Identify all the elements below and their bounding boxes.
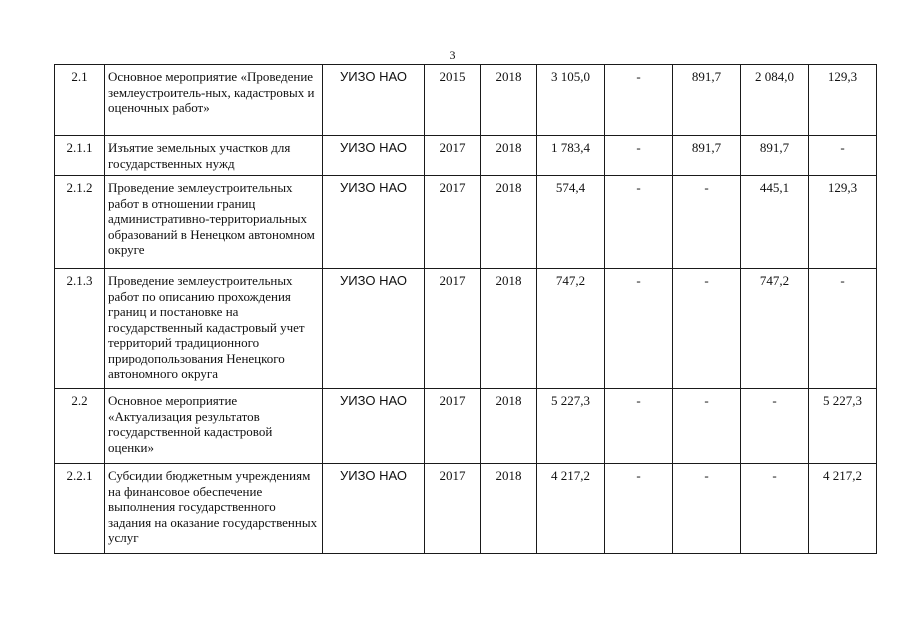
end-year: 2018 bbox=[481, 269, 537, 389]
table-row bbox=[55, 136, 877, 176]
amount-col-3: - bbox=[741, 464, 809, 554]
amount-col-2: - bbox=[673, 176, 741, 269]
amount-col-2: 891,7 bbox=[673, 136, 741, 176]
start-year: 2017 bbox=[425, 389, 481, 464]
end-year: 2018 bbox=[481, 464, 537, 554]
amount-col-1: - bbox=[605, 269, 673, 389]
start-year: 2015 bbox=[425, 65, 481, 136]
executor: УИЗО НАО bbox=[323, 176, 425, 269]
total-amount: 4 217,2 bbox=[537, 464, 605, 554]
executor: УИЗО НАО bbox=[323, 269, 425, 389]
executor: УИЗО НАО bbox=[323, 136, 425, 176]
executor: УИЗО НАО bbox=[323, 65, 425, 136]
executor: УИЗО НАО bbox=[323, 389, 425, 464]
table-row bbox=[55, 65, 877, 136]
amount-col-4: 4 217,2 bbox=[809, 464, 877, 554]
total-amount: 747,2 bbox=[537, 269, 605, 389]
total-amount: 574,4 bbox=[537, 176, 605, 269]
start-year: 2017 bbox=[425, 464, 481, 554]
amount-col-1: - bbox=[605, 65, 673, 136]
total-amount: 3 105,0 bbox=[537, 65, 605, 136]
amount-col-2: - bbox=[673, 269, 741, 389]
row-number: 2.2.1 bbox=[55, 464, 105, 554]
activity-name: Основное мероприятие «Проведение землеустроитель-ных, кадастровых и оценочных работ» bbox=[105, 65, 323, 136]
start-year: 2017 bbox=[425, 269, 481, 389]
amount-col-1: - bbox=[605, 136, 673, 176]
activity-name: Проведение землеустроительных работ в отношении границ административно-территориальных образований в Ненецком автономном округе bbox=[105, 176, 323, 269]
activity-name: Основное мероприятие «Актуализация результатов государственной кадастровой оценки» bbox=[105, 389, 323, 464]
start-year: 2017 bbox=[425, 136, 481, 176]
table-row bbox=[55, 389, 877, 464]
row-number: 2.1.3 bbox=[55, 269, 105, 389]
amount-col-2: - bbox=[673, 464, 741, 554]
amount-col-2: 891,7 bbox=[673, 65, 741, 136]
row-number: 2.1.2 bbox=[55, 176, 105, 269]
amount-col-1: - bbox=[605, 176, 673, 269]
amount-col-3: 747,2 bbox=[741, 269, 809, 389]
end-year: 2018 bbox=[481, 136, 537, 176]
amount-col-1: - bbox=[605, 389, 673, 464]
amount-col-3: 445,1 bbox=[741, 176, 809, 269]
amount-col-3: 891,7 bbox=[741, 136, 809, 176]
end-year: 2018 bbox=[481, 389, 537, 464]
amount-col-3: - bbox=[741, 389, 809, 464]
table-row bbox=[55, 176, 877, 269]
amount-col-4: - bbox=[809, 136, 877, 176]
total-amount: 1 783,4 bbox=[537, 136, 605, 176]
activity-name: Изъятие земельных участков для государственных нужд bbox=[105, 136, 323, 176]
end-year: 2018 bbox=[481, 65, 537, 136]
executor: УИЗО НАО bbox=[323, 464, 425, 554]
row-number: 2.1.1 bbox=[55, 136, 105, 176]
activity-name: Субсидии бюджетным учреждениям на финансовое обеспечение выполнения государственного задания на оказание государственных услуг bbox=[105, 464, 323, 554]
activity-name: Проведение землеустроительных работ по описанию прохождения границ и постановке на государственный кадастровый учет территорий традиционного природопользования Ненецкого автономного округа bbox=[105, 269, 323, 389]
budget-table bbox=[54, 64, 877, 554]
start-year: 2017 bbox=[425, 176, 481, 269]
total-amount: 5 227,3 bbox=[537, 389, 605, 464]
table-row bbox=[55, 269, 877, 389]
amount-col-2: - bbox=[673, 389, 741, 464]
amount-col-3: 2 084,0 bbox=[741, 65, 809, 136]
amount-col-1: - bbox=[605, 464, 673, 554]
row-number: 2.2 bbox=[55, 389, 105, 464]
page-number: 3 bbox=[449, 48, 456, 62]
amount-col-4: 129,3 bbox=[809, 176, 877, 269]
amount-col-4: - bbox=[809, 269, 877, 389]
amount-col-4: 129,3 bbox=[809, 65, 877, 136]
end-year: 2018 bbox=[481, 176, 537, 269]
amount-col-4: 5 227,3 bbox=[809, 389, 877, 464]
row-number: 2.1 bbox=[55, 65, 105, 136]
table-row bbox=[55, 464, 877, 554]
